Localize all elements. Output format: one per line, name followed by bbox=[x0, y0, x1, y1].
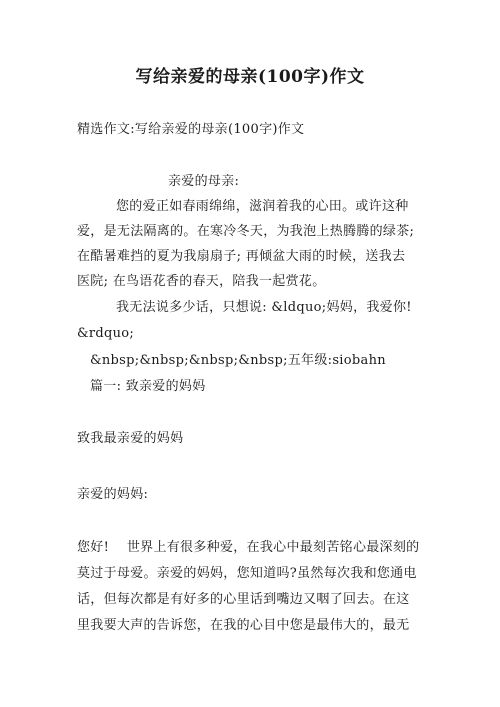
body-line: 里我要大声的告诉您，在我的心目中您是最伟大的，最无 bbox=[77, 618, 410, 633]
salutation-line: 亲爱的母亲: bbox=[168, 174, 240, 189]
salutation-line: 亲爱的妈妈: bbox=[77, 487, 149, 502]
body-line: 您好! 世界上有很多种爱，在我心中最刻苦铭心最深刻的 bbox=[77, 540, 420, 555]
body-line: 在酷暑难挡的夏为我扇扇子; 再倾盆大雨的时候，送我去 bbox=[77, 249, 406, 264]
signature-line: &nbsp;&nbsp;&nbsp;&nbsp;五年级:siobahn bbox=[90, 353, 386, 368]
body-line: 莫过于母爱。亲爱的妈妈，您知道吗?虽然每次我和您通电 bbox=[77, 566, 417, 581]
section-heading: 篇一: 致亲爱的妈妈 bbox=[90, 379, 206, 394]
body-line: 您的爱正如春雨绵绵，滋润着我的心田。或许这种 bbox=[116, 199, 409, 214]
body-line: 医院; 在鸟语花香的春天，陪我一起赏花。 bbox=[77, 274, 326, 289]
document-title: 写给亲爱的母亲(100字)作文 bbox=[135, 67, 365, 87]
body-line: 话，但每次都是有好多的心里话到嘴边又咽了回去。在这 bbox=[77, 592, 410, 607]
body-line: 爱，是无法隔离的。在寒冷冬天，为我泡上热腾腾的绿茶; bbox=[77, 224, 415, 239]
body-line: &rdquo; bbox=[77, 326, 135, 341]
section-title: 致我最亲爱的妈妈 bbox=[77, 431, 184, 446]
body-line: 我无法说多少话，只想说: &ldquo;妈妈，我爱你! bbox=[116, 300, 412, 315]
intro-line: 精选作文:写给亲爱的母亲(100字)作文 bbox=[77, 122, 305, 137]
